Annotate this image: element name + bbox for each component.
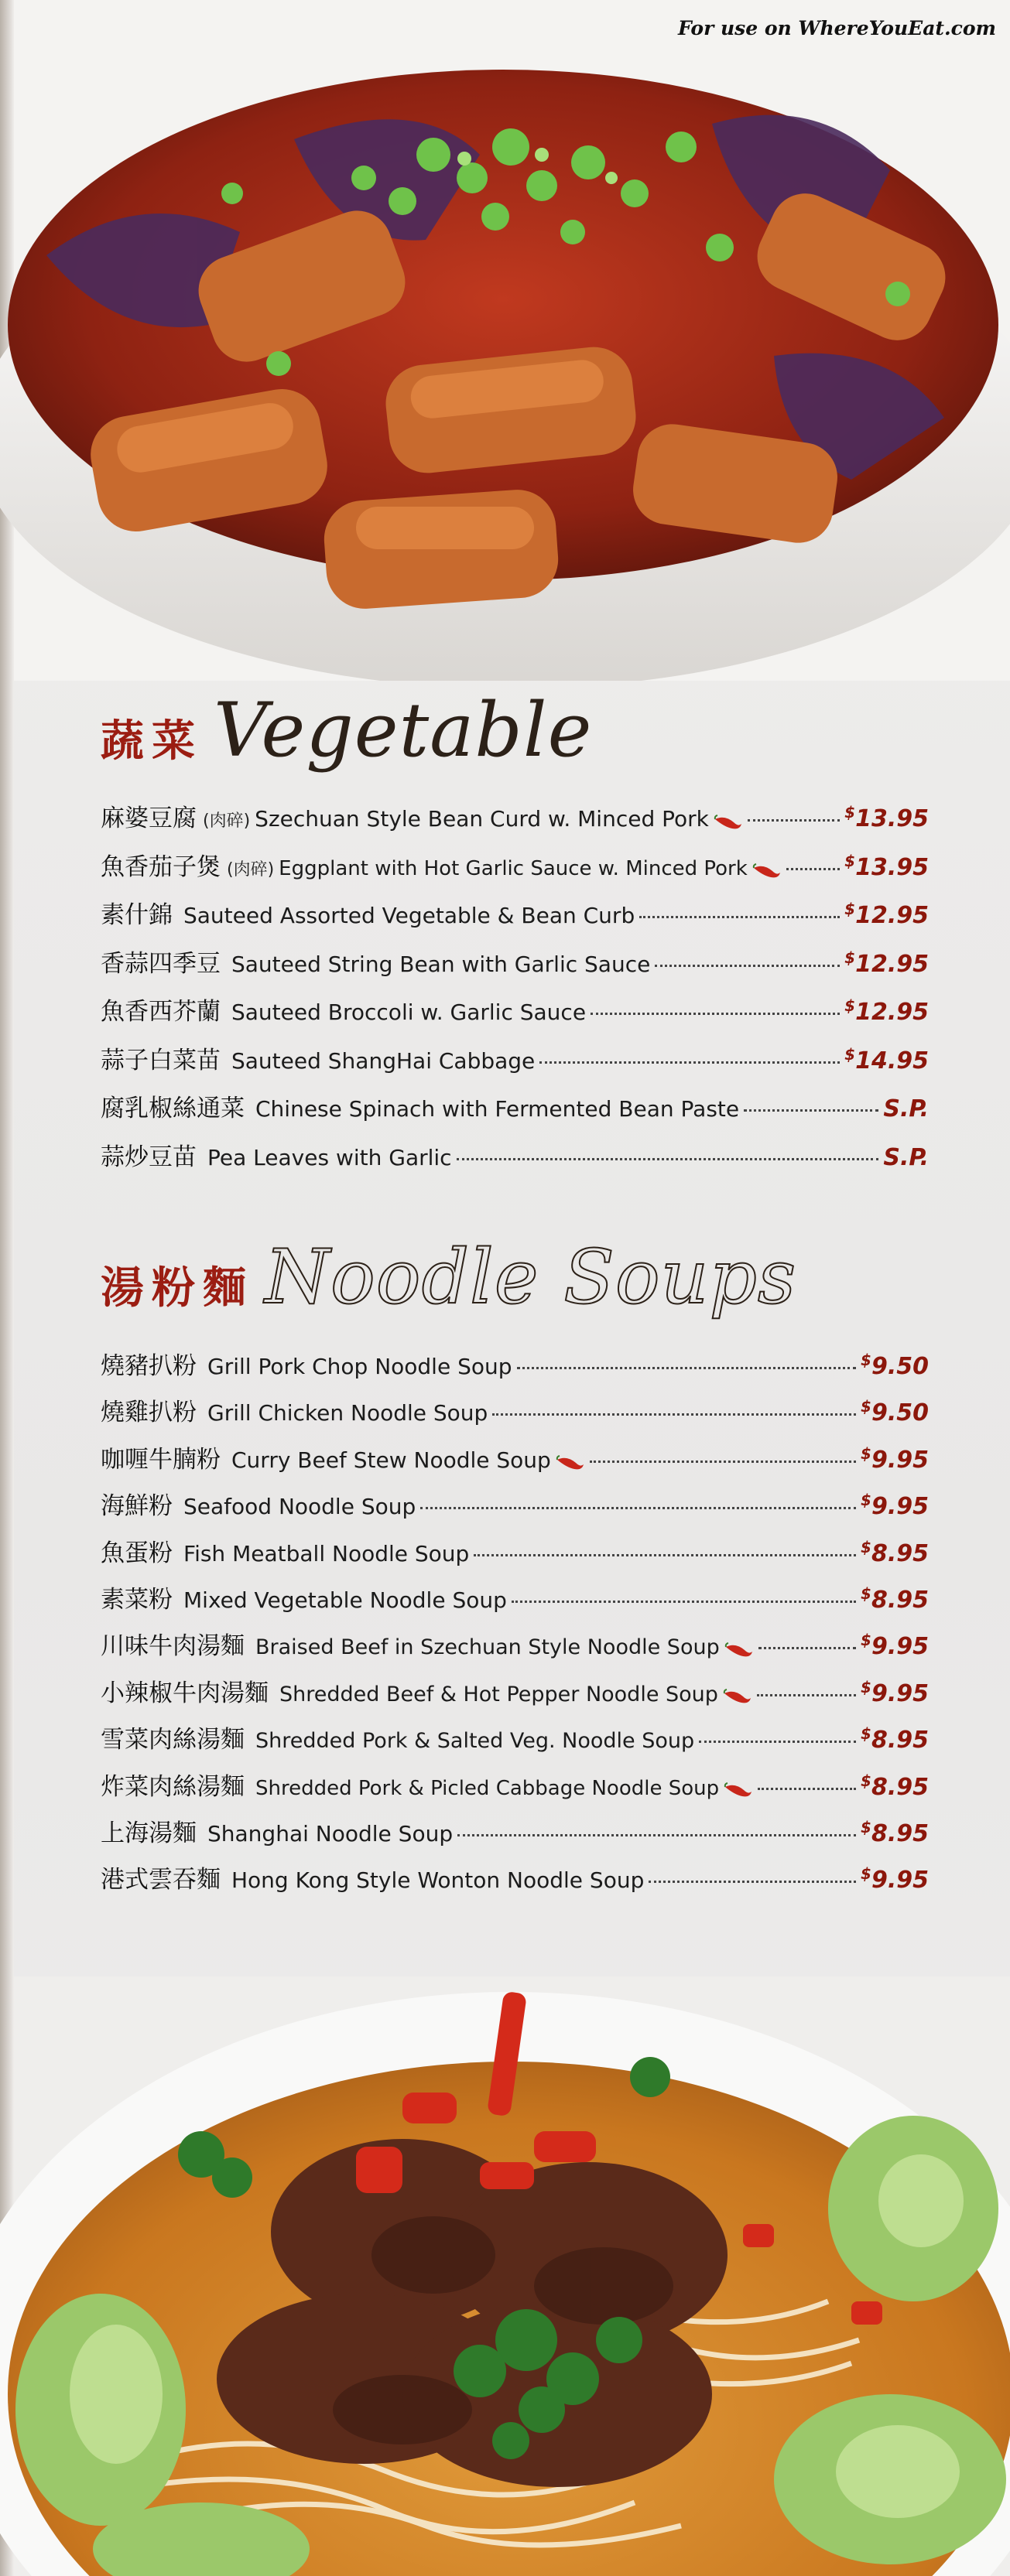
item-price: $13.95 <box>844 803 929 832</box>
dot-leader <box>420 1507 856 1509</box>
dot-leader <box>758 1788 856 1790</box>
item-name-cn: 素什錦 <box>101 901 173 929</box>
menu-item <box>101 1533 929 1580</box>
menu-item <box>101 1580 929 1626</box>
item-name-cn: 燒雞扒粉 <box>101 1399 197 1427</box>
item-price: $14.95 <box>844 1044 929 1074</box>
dot-leader <box>748 819 840 822</box>
item-name-cn: 小辣椒牛肉湯麵 <box>101 1679 269 1707</box>
item-price: $8.95 <box>861 1817 929 1847</box>
item-name-cn: 炸菜肉絲湯麵 <box>101 1772 245 1801</box>
item-name-en: Shredded Pork & Salted Veg. Noodle Soup <box>255 1729 695 1754</box>
vegetable-title-en: Vegetable <box>214 687 593 774</box>
item-price: S.P. <box>883 1143 929 1171</box>
dot-leader <box>758 1647 856 1649</box>
dot-leader <box>517 1367 857 1369</box>
menu-item <box>101 944 929 992</box>
item-price: S.P. <box>883 1095 929 1122</box>
item-price: $8.95 <box>861 1724 929 1754</box>
item-name-en: Seafood Noodle Soup <box>183 1494 416 1520</box>
menu-item <box>101 992 929 1040</box>
menu-item <box>101 1813 929 1860</box>
item-name-cn: 海鮮粉 <box>101 1492 173 1521</box>
item-price: $8.95 <box>861 1771 929 1801</box>
dot-leader <box>639 916 840 918</box>
noodle-title-cn: 湯粉麵 <box>101 1263 254 1314</box>
item-name-cn: 麻婆豆腐 <box>101 805 197 832</box>
menu-item <box>101 847 929 896</box>
item-name-en: Szechuan Style Bean Curd w. Minced Pork <box>255 806 709 832</box>
dot-leader <box>699 1741 856 1743</box>
vegetable-title-cn: 蔬菜 <box>101 716 203 767</box>
menu-item <box>101 895 929 944</box>
item-price: $13.95 <box>844 851 929 881</box>
dot-leader <box>649 1881 856 1883</box>
item-name-cn: 素菜粉 <box>101 1585 173 1614</box>
menu-item <box>101 1673 929 1720</box>
menu-item <box>101 1626 929 1672</box>
watermark-text: For use on WhereYouEat.com <box>678 17 996 39</box>
chili-pepper-icon <box>556 1455 585 1471</box>
item-name-en: Braised Beef in Szechuan Style Noodle Soup <box>255 1635 720 1660</box>
menu-item <box>101 1486 929 1532</box>
item-name-cn: 魚蛋粉 <box>101 1539 173 1567</box>
item-name-en: Shanghai Noodle Soup <box>207 1820 454 1847</box>
item-name-en: Mixed Vegetable Noodle Soup <box>183 1587 507 1613</box>
dot-leader <box>590 1461 856 1463</box>
item-name-en: Grill Pork Chop Noodle Soup <box>207 1354 512 1379</box>
item-price: $9.95 <box>861 1631 929 1661</box>
menu-item <box>101 1137 929 1186</box>
dot-leader <box>655 965 840 967</box>
item-name-en: Sauteed Broccoli w. Garlic Sauce <box>231 999 587 1025</box>
item-name-en: Hong Kong Style Wonton Noodle Soup <box>231 1867 645 1894</box>
item-name-en: Grill Chicken Noodle Soup <box>207 1400 488 1426</box>
noodle-title-en: Noodle Soups <box>265 1234 797 1320</box>
item-name-cn: 咖喱牛腩粉 <box>101 1445 221 1474</box>
item-name-en: Eggplant with Hot Garlic Sauce w. Minced Pork <box>279 856 748 880</box>
chili-pepper-icon <box>714 815 743 830</box>
dot-leader <box>539 1061 840 1064</box>
menu-item <box>101 1720 929 1766</box>
item-name-cn: 雪菜肉絲湯麵 <box>101 1726 245 1754</box>
vegetable-menu-list <box>101 798 929 1185</box>
item-price: $9.95 <box>861 1864 929 1894</box>
dot-leader <box>474 1554 856 1556</box>
chili-pepper-icon <box>723 1689 752 1704</box>
item-name-en: Sauteed String Bean with Garlic Sauce <box>231 951 651 977</box>
dot-leader <box>492 1413 856 1416</box>
item-name-cn: 蒜炒豆苗 <box>101 1143 197 1171</box>
item-price: $12.95 <box>844 948 929 978</box>
menu-item <box>101 1440 929 1486</box>
menu-item <box>101 1860 929 1906</box>
item-note: (肉碎) <box>227 859 275 880</box>
item-price: $8.95 <box>861 1584 929 1614</box>
vegetable-section-header <box>101 687 592 774</box>
item-price: $9.95 <box>861 1677 929 1707</box>
item-price: $9.50 <box>861 1397 929 1427</box>
item-name-cn: 川味牛肉湯麵 <box>101 1632 245 1661</box>
dot-leader <box>457 1158 879 1160</box>
item-name-cn: 燒豬扒粉 <box>101 1352 197 1380</box>
dot-leader <box>786 868 840 870</box>
eggplant-dish-photo <box>0 0 1010 681</box>
item-name-cn: 上海湯麵 <box>101 1819 197 1847</box>
item-name-en: Shredded Pork & Picled Cabbage Noodle Soup <box>255 1776 720 1800</box>
noodle-menu-list <box>101 1346 929 1907</box>
item-name-en: Chinese Spinach with Fermented Bean Paste <box>255 1096 740 1122</box>
item-name-cn: 蒜子白菜苗 <box>101 1046 221 1074</box>
dot-leader <box>757 1694 856 1696</box>
menu-item <box>101 1040 929 1089</box>
chili-pepper-icon <box>724 1782 753 1798</box>
item-price: $8.95 <box>861 1537 929 1567</box>
item-name-cn: 港式雲吞麵 <box>101 1866 221 1894</box>
item-name-en: Pea Leaves with Garlic <box>207 1144 452 1170</box>
dot-leader <box>591 1013 840 1015</box>
beef-noodle-soup-photo <box>0 1976 1010 2576</box>
item-price: $9.95 <box>861 1443 929 1474</box>
item-name-cn: 魚香茄子煲 <box>101 852 221 881</box>
noodle-section-header <box>101 1234 796 1320</box>
chili-pepper-icon <box>752 863 782 879</box>
item-price: $9.95 <box>861 1491 929 1521</box>
item-name-en: Shredded Beef & Hot Pepper Noodle Soup <box>279 1682 718 1707</box>
item-name-en: Sauteed Assorted Vegetable & Bean Curb <box>183 903 635 928</box>
menu-item <box>101 1392 929 1439</box>
item-name-cn: 腐乳椒絲通菜 <box>101 1095 245 1122</box>
menu-item <box>101 1767 929 1813</box>
chili-pepper-icon <box>724 1642 754 1658</box>
item-name-en: Fish Meatball Noodle Soup <box>183 1540 470 1566</box>
item-name-cn: 香蒜四季豆 <box>101 949 221 978</box>
menu-item <box>101 798 929 847</box>
item-note: (肉碎) <box>203 811 251 831</box>
dot-leader <box>744 1109 878 1112</box>
menu-item <box>101 1346 929 1392</box>
item-name-en: Sauteed ShangHai Cabbage <box>231 1047 536 1074</box>
dot-leader <box>512 1601 856 1603</box>
item-price: $9.50 <box>861 1351 929 1380</box>
item-price: $12.95 <box>844 996 929 1026</box>
item-price: $12.95 <box>844 900 929 929</box>
menu-item <box>101 1088 929 1137</box>
dot-leader <box>457 1834 856 1836</box>
item-name-cn: 魚香西芥蘭 <box>101 998 221 1026</box>
item-name-en: Curry Beef Stew Noodle Soup <box>231 1447 551 1473</box>
